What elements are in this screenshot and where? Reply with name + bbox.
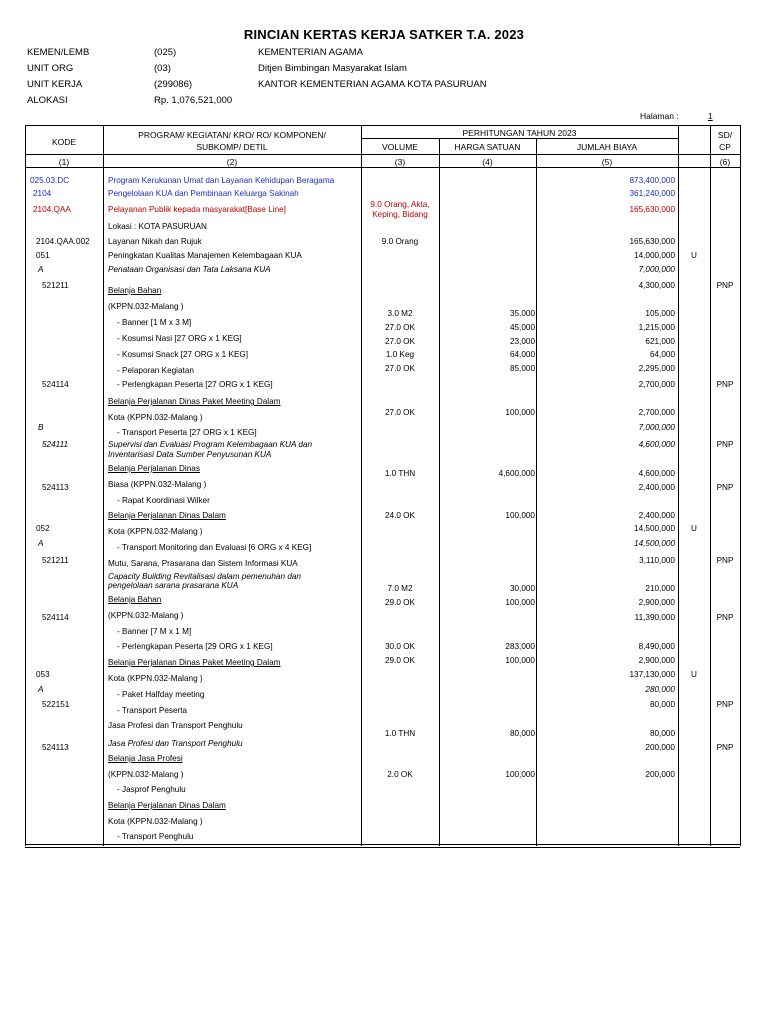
program-cell: Layanan Nikah dan Rujuk — [108, 237, 202, 246]
cp-cell: PNP — [716, 380, 734, 389]
kode-cell: A — [38, 265, 44, 274]
program-cell: Kota (KPPN.032-Malang ) — [108, 527, 203, 536]
sd-cell: U — [691, 670, 697, 679]
kode-cell: 521211 — [42, 556, 69, 565]
volume-cell: 7.0 M2 — [387, 584, 413, 593]
kode-cell: 524114 — [42, 380, 69, 389]
col-volume-header: VOLUME — [382, 142, 418, 152]
program-cell: Program Kerukunan Umat dan Layanan Kehidupan Beragama — [108, 176, 335, 185]
jumlah-cell: 210,000 — [645, 584, 675, 593]
col-jumlah-header: JUMLAH BIAYA — [576, 142, 638, 152]
col-num: (5) — [601, 157, 613, 167]
program-cell: Lokasi : KOTA PASURUAN — [108, 222, 207, 231]
kode-cell: A — [38, 539, 44, 548]
program-cell: Penataan Organisasi dan Tata Laksana KUA — [108, 265, 271, 274]
col-program-header-2: SUBKOMP/ DETIL — [196, 142, 268, 152]
jumlah-cell: 2,900,000 — [638, 656, 675, 665]
volume-cell: 30.0 OK — [384, 642, 416, 651]
program-cell: Belanja Perjalanan Dinas Dalam — [108, 801, 226, 810]
kode-cell: 2104 — [33, 189, 52, 198]
harga-cell: 85,000 — [509, 364, 535, 373]
jumlah-cell: 137,130,000 — [629, 670, 675, 679]
program-cell: - Banner [1 M x 3 M] — [117, 318, 192, 327]
col-num: (4) — [482, 157, 493, 167]
program-cell: Pengelolaan KUA dan Pembinaan Keluarga Sakinah — [108, 189, 299, 198]
kode-cell: 524114 — [42, 613, 69, 622]
jumlah-cell: 2,295,000 — [638, 364, 675, 373]
program-cell: Kota (KPPN.032-Malang ) — [108, 817, 203, 826]
kode-cell: 524111 — [42, 440, 69, 449]
kode-cell: 2104.QAA — [33, 205, 71, 214]
header-desc: Ditjen Bimbingan Masyarakat Islam — [258, 63, 407, 74]
program-cell: - Perlengkapan Peserta [27 ORG x 1 KEG] — [117, 380, 273, 389]
volume-cell: 29.0 OK — [384, 656, 416, 665]
kode-cell: A — [38, 685, 44, 694]
program-cell: Mutu, Sarana, Prasarana dan Sistem Informasi KUA — [108, 559, 298, 568]
program-cell: Peningkatan Kualitas Manajemen Kelembagaan KUA — [108, 251, 302, 260]
program-cell: Jasa Profesi dan Transport Penghulu — [108, 739, 243, 748]
harga-cell: 100,000 — [505, 598, 535, 607]
kode-cell: 521211 — [42, 281, 69, 290]
volume-cell: 27.0 OK — [384, 323, 416, 332]
volume-cell: 1.0 THN — [384, 729, 416, 738]
program-cell: - Perlengkapan Peserta [29 ORG x 1 KEG] — [117, 642, 273, 651]
harga-cell: 100,000 — [505, 511, 535, 520]
program-cell: - Kosumsi Snack [27 ORG x 1 KEG] — [117, 350, 249, 359]
jumlah-cell: 64,000 — [649, 350, 675, 359]
volume-cell: 27.0 OK — [384, 408, 416, 417]
col-kode-header: KODE — [51, 137, 77, 147]
program-cell: (KPPN.032-Malang ) — [108, 302, 184, 311]
volume-cell: 24.0 OK — [384, 511, 416, 520]
program-cell: - Rapat Koordinasi Wilker — [117, 496, 210, 505]
jumlah-cell: 165,630,000 — [629, 237, 675, 246]
jumlah-cell: 200,000 — [645, 770, 675, 779]
program-cell: Belanja Perjalanan Dinas — [108, 464, 200, 473]
program-cell: - Transport Penghulu — [117, 832, 194, 841]
kode-cell: 524113 — [42, 743, 69, 752]
volume-multiline: 9.0 Orang, Akta, — [370, 200, 430, 209]
jumlah-cell: 200,000 — [645, 743, 675, 752]
harga-cell: 30,000 — [509, 584, 535, 593]
cp-cell: PNP — [716, 556, 734, 565]
harga-cell: 4,600,000 — [498, 469, 535, 478]
jumlah-cell: 4,300,000 — [638, 281, 675, 290]
program-cell: Belanja Bahan — [108, 286, 162, 295]
program-cell: - Jasprof Penghulu — [117, 785, 186, 794]
cp-cell: PNP — [716, 281, 734, 290]
jumlah-cell: 2,700,000 — [638, 380, 675, 389]
jumlah-cell: 14,000,000 — [634, 251, 675, 260]
col-cp-header: CP — [719, 142, 731, 152]
program-cell: - Kosumsi Nasi [27 ORG x 1 KEG] — [117, 334, 242, 343]
jumlah-cell: 2,700,000 — [638, 408, 675, 417]
header-desc: KEMENTERIAN AGAMA — [258, 47, 364, 58]
harga-cell: 64,000 — [509, 350, 535, 359]
harga-cell: 283,000 — [505, 642, 535, 651]
program-cell: - Transport Peserta [27 ORG x 1 KEG] — [117, 428, 257, 437]
program-cell: Kota (KPPN.032-Malang ) — [108, 674, 203, 683]
header-label: ALOKASI — [27, 95, 68, 106]
program-cell: Jasa Profesi dan Transport Penghulu — [108, 721, 243, 730]
program-cell: pengelolaan sarana prasarana KUA — [108, 581, 239, 590]
jumlah-cell: 3,110,000 — [639, 556, 675, 565]
col-num: (2) — [226, 157, 238, 167]
jumlah-cell: 80,000 — [649, 700, 675, 709]
kode-cell: 522151 — [42, 700, 70, 709]
jumlah-cell: 80,000 — [649, 729, 675, 738]
program-cell: (KPPN.032-Malang ) — [108, 611, 184, 620]
jumlah-cell: 280,000 — [645, 685, 675, 694]
volume-cell: 29.0 OK — [384, 598, 416, 607]
volume-cell: 1.0 Keg — [385, 350, 415, 359]
program-cell: Belanja Perjalanan Dinas Paket Meeting Dalam — [108, 397, 281, 406]
volume-multiline: Keping, Bidang — [372, 210, 428, 219]
jumlah-cell: 4,600,000 — [638, 469, 675, 478]
col-num: (3) — [394, 157, 406, 167]
harga-cell: 100,000 — [505, 770, 535, 779]
sd-cell: U — [691, 524, 697, 533]
jumlah-cell: 7,000,000 — [638, 265, 675, 274]
volume-cell: 1.0 THN — [384, 469, 416, 478]
col-harga-header: HARGA SATUAN — [454, 142, 521, 152]
program-cell: - Pelaporan Kegiatan — [117, 366, 194, 375]
jumlah-cell: 2,900,000 — [638, 598, 675, 607]
program-cell: - Banner [7 M x 1 M] — [117, 627, 192, 636]
col-num: (1) — [58, 157, 70, 167]
jumlah-cell: 4,600,000 — [638, 440, 675, 449]
harga-cell: 100,000 — [505, 656, 535, 665]
jumlah-cell: 361,240,000 — [629, 189, 675, 198]
header-label: UNIT ORG — [27, 63, 74, 74]
harga-cell: 45,000 — [509, 323, 535, 332]
jumlah-cell: 14,500,000 — [634, 539, 675, 548]
program-cell: Pelayanan Publik kepada masyarakat[Base Line] — [108, 205, 286, 214]
header-code: (025) — [154, 47, 177, 58]
jumlah-cell: 165,630,000 — [629, 205, 675, 214]
jumlah-cell: 873,400,000 — [629, 176, 675, 185]
volume-cell: 27.0 OK — [384, 337, 416, 346]
volume-cell: 3.0 M2 — [387, 309, 413, 318]
perhitungan-header: PERHITUNGAN TAHUN 2023 — [462, 128, 577, 138]
program-cell: Belanja Bahan — [108, 595, 162, 604]
program-cell: Capacity Building Revitalisasi dalam pemenuhan dan — [108, 572, 301, 581]
harga-cell: 23,000 — [509, 337, 535, 346]
col-sd-header: SD/ — [717, 130, 733, 140]
program-cell: Inventarisasi Data Sumber Penyusunan KUA — [108, 450, 272, 459]
kode-cell: B — [38, 423, 44, 432]
cp-cell: PNP — [716, 483, 734, 492]
program-cell: (KPPN.032-Malang ) — [108, 770, 184, 779]
header-label: UNIT KERJA — [27, 79, 83, 90]
volume-cell: 27.0 OK — [384, 364, 416, 373]
harga-cell: 35,000 — [509, 309, 535, 318]
kode-cell: 025.03.DC — [30, 176, 70, 185]
program-cell: - Transport Monitoring dan Evaluasi [6 ORG x 4 KEG] — [117, 543, 312, 552]
page-number: 1 — [708, 111, 713, 121]
jumlah-cell: 2,400,000 — [638, 483, 675, 492]
jumlah-cell: 11,390,000 — [634, 613, 675, 622]
header-label: KEMEN/LEMB — [27, 47, 90, 58]
program-cell: Biasa (KPPN.032-Malang ) — [108, 480, 207, 489]
volume-cell: 2.0 OK — [387, 770, 413, 779]
header-code: (03) — [154, 63, 171, 74]
kode-cell: 524113 — [42, 483, 69, 492]
header-desc: KANTOR KEMENTERIAN AGAMA KOTA PASURUAN — [258, 79, 487, 90]
harga-cell: 100,000 — [505, 408, 535, 417]
program-cell: - Paket Halfday meeting — [117, 690, 205, 699]
kode-cell: 2104.QAA.002 — [36, 237, 90, 246]
cp-cell: PNP — [716, 743, 734, 752]
col-num: (6) — [719, 157, 731, 167]
program-cell: Belanja Perjalanan Dinas Dalam — [108, 511, 226, 520]
jumlah-cell: 14,500,000 — [634, 524, 675, 533]
program-cell: Belanja Jasa Profesi — [108, 754, 183, 763]
program-cell: Supervisi dan Evaluasi Program Kelembagaan KUA dan — [108, 440, 313, 449]
header-code: (299086) — [154, 79, 193, 90]
cp-cell: PNP — [716, 440, 734, 449]
jumlah-cell: 1,215,000 — [638, 323, 675, 332]
program-cell: Belanja Perjalanan Dinas Paket Meeting Dalam — [108, 658, 281, 667]
jumlah-cell: 7,000,000 — [638, 423, 675, 432]
page-label: Halaman : — [640, 111, 679, 121]
jumlah-cell: 105,000 — [645, 309, 675, 318]
col-program-header: PROGRAM/ KEGIATAN/ KRO/ RO/ KOMPONEN/ — [138, 130, 326, 140]
program-cell: - Transport Peserta — [117, 706, 188, 715]
jumlah-cell: 621,000 — [645, 337, 675, 346]
kode-cell: 051 — [36, 251, 50, 260]
harga-cell: 80,000 — [509, 729, 535, 738]
program-cell: Kota (KPPN.032-Malang ) — [108, 413, 203, 422]
volume-cell: 9.0 Orang — [381, 237, 419, 246]
cp-cell: PNP — [716, 700, 734, 709]
sd-cell: U — [691, 251, 697, 260]
kode-cell: 052 — [36, 524, 50, 533]
alokasi-value: Rp. 1,076,521,000 — [154, 95, 233, 106]
jumlah-cell: 2,400,000 — [638, 511, 675, 520]
page-title: RINCIAN KERTAS KERJA SATKER T.A. 2023 — [243, 27, 525, 42]
kode-cell: 053 — [36, 670, 50, 679]
cp-cell: PNP — [716, 613, 734, 622]
jumlah-cell: 8,490,000 — [638, 642, 675, 651]
